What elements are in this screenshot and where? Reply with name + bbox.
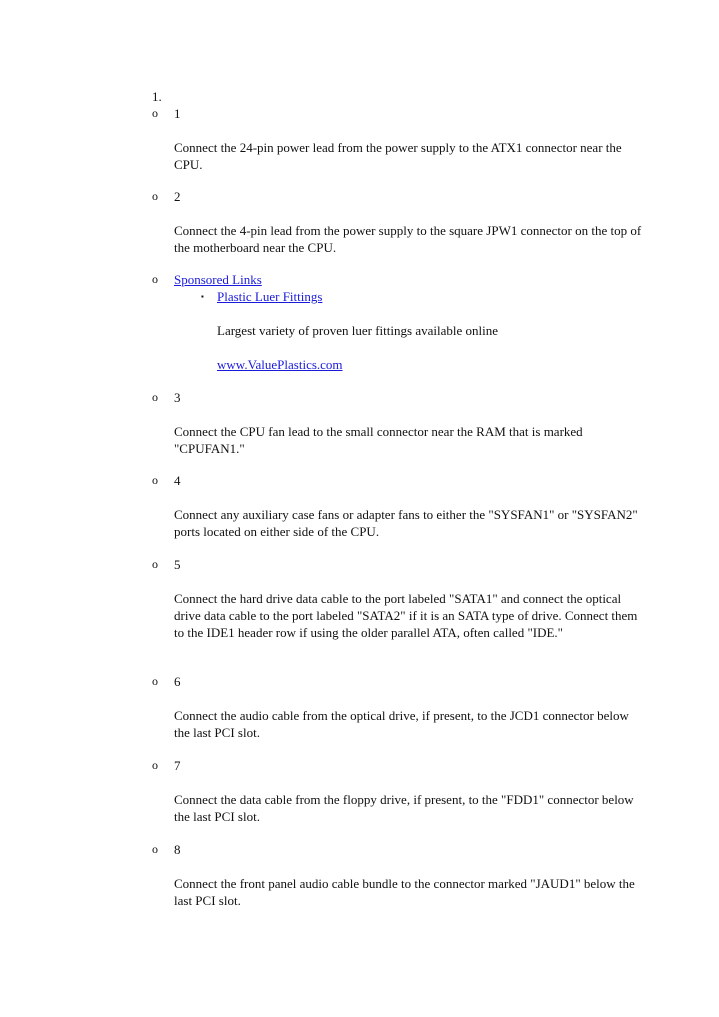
step-number: 7 [174, 758, 181, 773]
circle-bullet-icon: o [152, 674, 158, 688]
circle-bullet-icon: o [152, 473, 158, 487]
circle-bullet-icon: o [152, 390, 158, 404]
step-number: 2 [174, 189, 181, 204]
circle-bullet-icon: o [152, 557, 158, 571]
circle-bullet-icon: o [152, 842, 158, 856]
step-number: 1 [174, 106, 181, 121]
step-text: Connect the 24-pin power lead from the power supply to the ATX1 connector near the CPU. [174, 140, 622, 172]
step-text: Connect the hard drive data cable to the port labeled "SATA1" and connect the optical drive data cable to the port labeled "SATA2" if it is an SATA type of drive. Connect them to the IDE1 header row if using the older parallel ATA, often called "IDE." [174, 591, 638, 640]
step-number: 3 [174, 390, 181, 405]
step-text: Connect the data cable from the floppy drive, if present, to the "FDD1" connector below the last PCI slot. [174, 792, 634, 824]
step-text: Connect the audio cable from the optical drive, if present, to the JCD1 connector below the last PCI slot. [174, 708, 629, 740]
ad-title-link[interactable]: Plastic Luer Fittings [217, 289, 323, 304]
step-text: Connect any auxiliary case fans or adapter fans to either the "SYSFAN1" or "SYSFAN2" ports located on either side of the CPU. [174, 507, 638, 539]
list-number: 1. [152, 89, 162, 104]
circle-bullet-icon: o [152, 272, 158, 286]
step-number: 8 [174, 842, 181, 857]
step-text: Connect the 4-pin lead from the power supply to the square JPW1 connector on the top of the motherboard near the CPU. [174, 223, 642, 255]
circle-bullet-icon: o [152, 106, 158, 120]
ad-description: Largest variety of proven luer fittings available online [217, 323, 498, 338]
step-text: Connect the CPU fan lead to the small connector near the RAM that is marked "CPUFAN1." [174, 424, 583, 456]
circle-bullet-icon: o [152, 758, 158, 772]
step-text: Connect the front panel audio cable bundle to the connector marked "JAUD1" below the last PCI slot. [174, 876, 635, 908]
sponsored-links-heading-link[interactable]: Sponsored Links [174, 272, 262, 287]
step-number: 6 [174, 674, 181, 689]
square-bullet-icon: ▪ [201, 292, 204, 301]
step-number: 5 [174, 557, 181, 572]
step-number: 4 [174, 473, 181, 488]
circle-bullet-icon: o [152, 189, 158, 203]
ad-url-link[interactable]: www.ValuePlastics.com [217, 357, 343, 372]
